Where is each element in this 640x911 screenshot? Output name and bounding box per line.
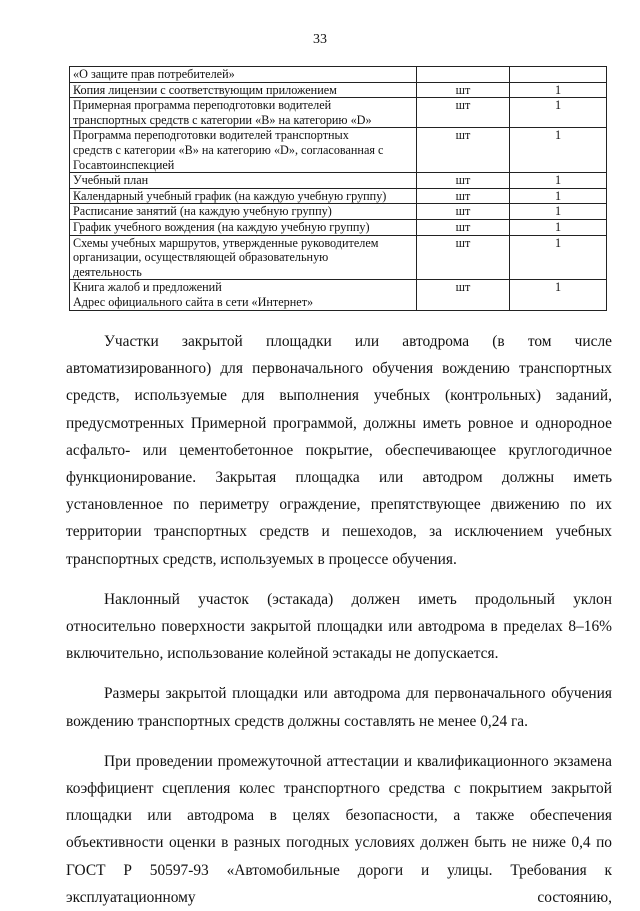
- table-row: [70, 67, 607, 83]
- quantity-cell: 1: [510, 82, 607, 98]
- table-body: [70, 67, 607, 311]
- quantity-cell: 1: [510, 235, 607, 280]
- item-name-line: средств с категории «B» на категорию «D», согласованная с: [73, 142, 384, 157]
- quantity-cell: 1: [510, 98, 607, 128]
- body-text: [66, 328, 612, 911]
- paragraph: При проведении промежуточной аттестации и квалификационного экзамена коэффициент сцепления колес транспортного средства с покрытием закрытой площадки или автодрома в целях безопасности, а также обеспечения объективности оценки в разных погодных условиях должен быть не ниже 0,4 по ГОСТ Р 50597-93 «Автомобильные дороги и улицы. Требования к эксплуатационному состоянию,: [66, 752, 612, 906]
- table-row: [70, 128, 607, 173]
- paragraph: Наклонный участок (эстакада) должен иметь продольный уклон относительно поверхности закрытой площадки или автодрома в пределах 8–16% включительно, использование колейной эстакады не допускается.: [66, 590, 612, 663]
- item-name-cell: [70, 82, 417, 98]
- quantity-cell: 1: [510, 188, 607, 204]
- table-row: [70, 173, 607, 189]
- table-row: [70, 219, 607, 235]
- item-name-line: «О защите прав потребителей»: [73, 67, 235, 81]
- table-row: [70, 204, 607, 220]
- item-name-line: Учебный план: [73, 173, 149, 188]
- item-name-line: Схемы учебных маршрутов, утвержденные руководителем: [73, 235, 379, 250]
- item-name-line: транспортных средств с категории «B» на категорию «D»: [73, 112, 372, 127]
- unit-cell: шт: [417, 188, 510, 204]
- table-row: [70, 188, 607, 204]
- quantity-cell: 1: [510, 204, 607, 220]
- unit-cell: шт: [417, 219, 510, 235]
- item-name-line: Примерная программа переподготовки водителей: [73, 98, 332, 113]
- paragraph: Размеры закрытой площадки или автодрома для первоначального обучения вождению транспортных средств должны составлять не менее 0,24 га.: [66, 685, 612, 730]
- item-name-line: Адрес официального сайта в сети «Интернет»: [73, 294, 314, 309]
- table-row: [70, 98, 607, 128]
- equipment-table: [69, 66, 607, 311]
- item-name-line: деятельность: [73, 264, 142, 279]
- item-name-cell: [70, 235, 417, 280]
- quantity-cell: [510, 67, 607, 83]
- unit-cell: [417, 67, 510, 83]
- item-name-line: Книга жалоб и предложений: [73, 280, 222, 295]
- unit-cell: шт: [417, 82, 510, 98]
- paragraph: Участки закрытой площадки или автодрома (в том числе автоматизированного) для первоначального обучения вождению транспортных средств, используемые для выполнения учебных (контрольных) заданий, предусмотренных Примерной программой, должны иметь ровное и однородное асфальто- или цементобетонное покрытие, обеспечивающее круглогодичное функционирование. Закрытая площадка или автодром должны иметь установленное по периметру ограждение, препятствующее движению по их территории транспортных средств и пешеходов, за исключением учебных транспортных средств, используемых в процессе обучения.: [66, 333, 612, 568]
- unit-cell: шт: [417, 204, 510, 220]
- item-name-cell: [70, 173, 417, 189]
- page-number: 33: [313, 32, 327, 47]
- item-name-cell: [70, 280, 417, 310]
- item-name-cell: [70, 98, 417, 128]
- unit-cell: шт: [417, 173, 510, 189]
- item-name-line: организации, осуществляющей образовательную: [73, 250, 329, 265]
- quantity-cell: 1: [510, 173, 607, 189]
- item-name-cell: [70, 219, 417, 235]
- unit-cell: шт: [417, 128, 510, 173]
- unit-cell: шт: [417, 98, 510, 128]
- item-name-line: Расписание занятий (на каждую учебную группу): [73, 204, 332, 219]
- table-row: [70, 82, 607, 98]
- unit-cell: шт: [417, 280, 510, 310]
- item-name-line: Госавтоинспекцией: [73, 157, 175, 172]
- item-name-line: График учебного вождения (на каждую учебную группу): [73, 219, 370, 234]
- item-name-line: Календарный учебный график (на каждую учебную группу): [73, 188, 387, 203]
- item-name-cell: [70, 128, 417, 173]
- quantity-cell: 1: [510, 128, 607, 173]
- quantity-cell: 1: [510, 219, 607, 235]
- item-name-cell: [70, 188, 417, 204]
- item-name-line: Копия лицензии с соответствующим приложением: [73, 82, 337, 97]
- unit-cell: шт: [417, 235, 510, 280]
- item-name-line: Программа переподготовки водителей транспортных: [73, 128, 349, 143]
- item-name-cell: [70, 204, 417, 220]
- table-row: [70, 280, 607, 310]
- item-name-cell: [70, 67, 417, 83]
- table-row: [70, 235, 607, 280]
- quantity-cell: 1: [510, 280, 607, 310]
